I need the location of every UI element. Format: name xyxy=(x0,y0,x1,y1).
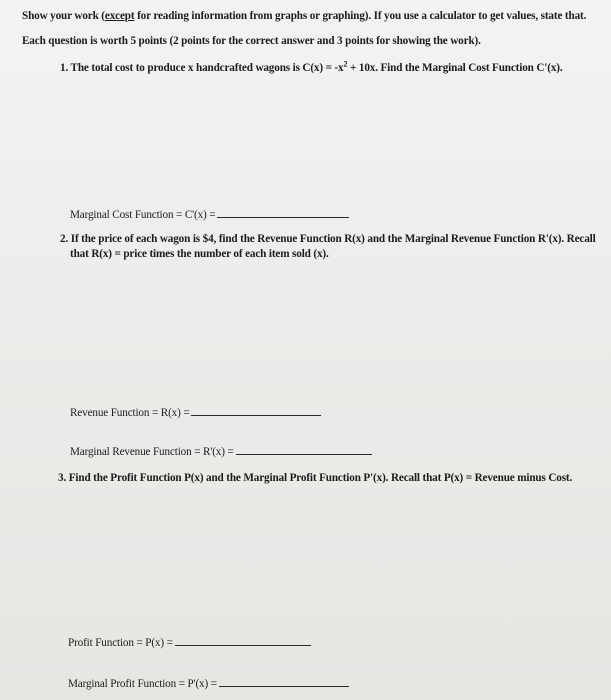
q3-marginal-profit-row xyxy=(68,677,349,690)
marginal-cost-blank[interactable] xyxy=(217,208,349,218)
q1-prompt-text-b: + 10x. Find the Marginal Cost Function C'(x). xyxy=(347,62,563,74)
q3-prompt: 3. Find the Profit Function P(x) and the Marginal Profit Function P'(x). Recall that P(x) = Revenue minus Cost. xyxy=(58,472,573,484)
q2-prompt-line-2: that R(x) = price times the number of each item sold (x). xyxy=(70,248,329,260)
profit-label: Profit Function = P(x) = xyxy=(68,637,173,649)
revenue-label: Revenue Function = R(x) = xyxy=(70,407,190,419)
q1-prompt xyxy=(60,59,563,74)
q3-profit-row xyxy=(68,636,311,649)
revenue-blank[interactable] xyxy=(191,406,321,416)
marginal-profit-blank[interactable] xyxy=(219,677,349,687)
q1-prompt-exponent: 2 xyxy=(343,59,348,69)
marginal-profit-label: Marginal Profit Function = P'(x) = xyxy=(68,678,217,690)
instructions-line-2: Each question is worth 5 points (2 points for the correct answer and 3 points for showing the work). xyxy=(22,35,481,47)
q1-prompt-text-a: 1. The total cost to produce x handcrafted wagons is C(x) = -x xyxy=(60,62,344,74)
profit-blank[interactable] xyxy=(175,636,311,646)
q2-revenue-row xyxy=(70,406,321,419)
q1-answer-row xyxy=(70,208,349,221)
instructions-text-b: for reading information from graphs or graphing). If you use a calculator to get values, state that. xyxy=(134,10,587,22)
instructions-except: except xyxy=(104,10,135,22)
q2-marginal-revenue-row xyxy=(70,445,372,458)
q2-prompt-line-1: 2. If the price of each wagon is $4, find the Revenue Function R(x) and the Marginal Revenue Function R'(x). Recall xyxy=(60,233,596,245)
instructions-text-a: Show your work ( xyxy=(22,10,105,22)
marginal-revenue-label: Marginal Revenue Function = R'(x) = xyxy=(70,446,234,458)
instructions-line-1 xyxy=(22,10,586,22)
marginal-revenue-blank[interactable] xyxy=(236,445,372,455)
marginal-cost-label: Marginal Cost Function = C'(x) = xyxy=(70,209,216,221)
